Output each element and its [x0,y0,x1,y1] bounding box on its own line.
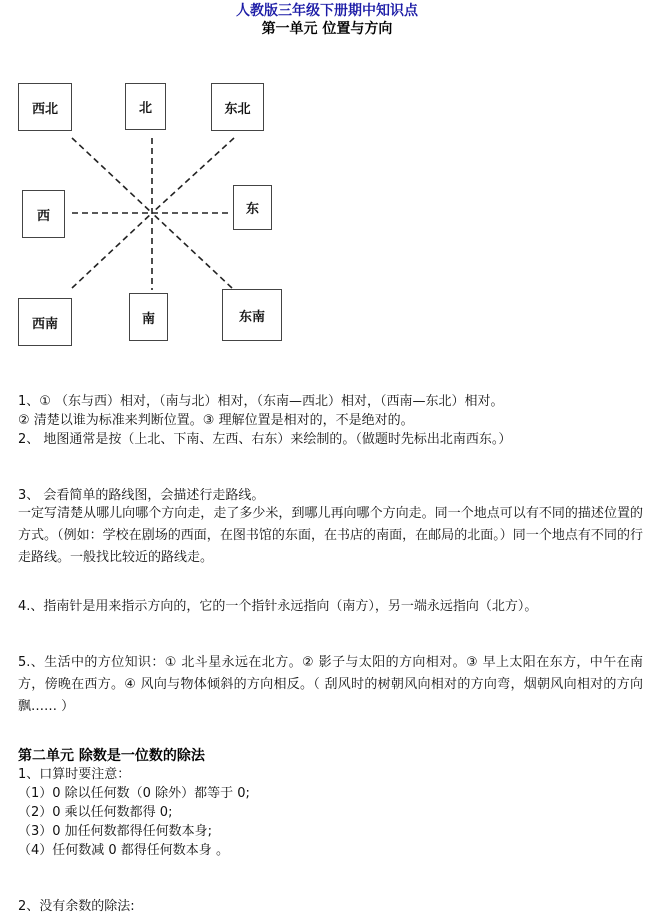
point-1-opposites: 1、① （东与西）相对，（南与北）相对，（东南—西北）相对，（西南—东北）相对。 [18,394,504,409]
box-east: 东 [233,185,272,230]
unit1-heading: 第一单元 位置与方向 [261,21,393,37]
point-4-compass: 4.、指南针是用来指示方向的，它的一个指针永远指向（南方），另一端永远指向（北方）。 [18,599,538,614]
box-northwest: 西北 [18,83,72,131]
point-2-map-orientation: 2、 地图通常是按（上北、下南、左西、右东）来绘制的。（做题时先标出北南西东。） [18,432,512,447]
direction-diagram [0,70,300,360]
point-3-route: 3、 会看简单的路线图，会描述行走路线。 [18,488,265,503]
box-northeast: 东北 [211,83,264,131]
unit2-point-1: 1、口算时要注意： [18,767,131,782]
unit2-rule-3: （3）0 加任何数都得任何数本身; [18,824,213,839]
unit2-rule-4: （4）任何数减 0 都得任何数本身 。 [18,843,229,858]
box-southeast: 东南 [222,289,282,341]
box-south: 南 [129,293,168,341]
document-title: 人教版三年级下册期中知识点 [236,3,418,19]
point-1-relative: ② 清楚以谁为标准来判断位置。③ 理解位置是相对的，不是绝对的。 [18,413,414,428]
unit2-point-2: 2、没有余数的除法: [18,899,135,914]
point-5-life-knowledge: 5.、生活中的方位知识：① 北斗星永远在北方。② 影子与太阳的方向相对。③ 早上太阳在东方，中午在南方，傍晚在西方。④ 风向与物体倾斜的方向相反。（ 刮风时的树朝风向相对的方向弯，烟朝风向相对的方向飘…… ） [18,655,643,714]
point-3-description: 一定写清楚从哪儿向哪个方向走，走了多少米，到哪儿再向哪个方向走。同一个地点可以有不同的描述位置的方式。（例如：学校在剧场的西面，在图书馆的东面，在书店的南面，在邮局的北面。）同一个地点有不同的行走路线。一般找比较近的路线走。 [18,506,643,565]
box-southwest: 西南 [18,298,72,346]
box-west: 西 [22,190,65,238]
unit2-rule-1: （1）0 除以任何数（0 除外）都等于 0; [18,786,250,801]
unit2-heading: 第二单元 除数是一位数的除法 [18,748,205,764]
box-north: 北 [125,83,166,130]
unit2-rule-2: （2）0 乘以任何数都得 0; [18,805,173,820]
